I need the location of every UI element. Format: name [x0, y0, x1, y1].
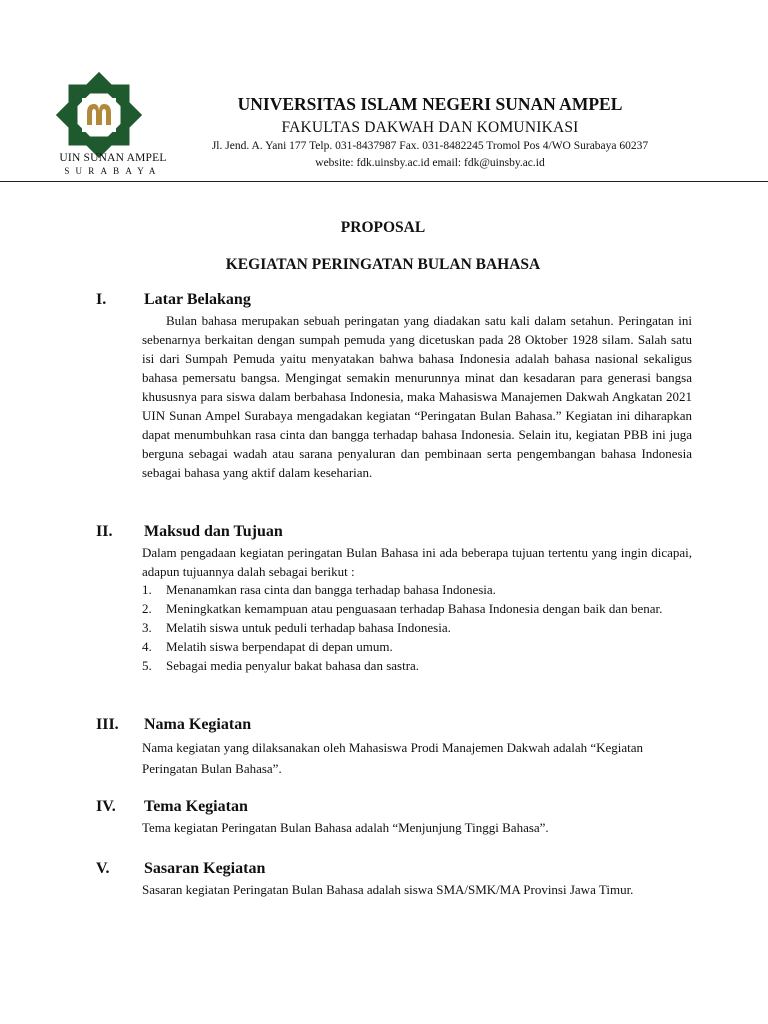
list-item-text: Menanamkan rasa cinta dan bangga terhadap bahasa Indonesia.: [166, 582, 496, 597]
list-item-number: 2.: [142, 601, 152, 616]
section-heading: Nama Kegiatan: [144, 716, 252, 733]
list-item-number: 5.: [142, 658, 152, 673]
section-paragraph: Dalam pengadaan kegiatan peringatan Bulan Bahasa ini ada beberapa tujuan tertentu yang ingin dicapai, adapun tujuannya dalah sebagai berikut :: [142, 545, 692, 579]
list-item: [142, 580, 694, 599]
list-item-text: Melatih siswa berpendapat di depan umum.: [166, 639, 393, 654]
faculty-name: FAKULTAS DAKWAH DAN KOMUNIKASI: [281, 119, 579, 136]
website-line: website: fdk.uinsby.ac.id email: fdk@uinsby.ac.id: [315, 157, 545, 169]
section-paragraph: Tema kegiatan Peringatan Bulan Bahasa adalah “Menjunjung Tinggi Bahasa”.: [142, 820, 549, 835]
list-item: [142, 637, 694, 656]
section-number: V.: [96, 860, 110, 877]
section-heading: Tema Kegiatan: [144, 798, 248, 815]
section-paragraph: Nama kegiatan yang dilaksanakan oleh Mahasiswa Prodi Manajemen Dakwah adalah “Kegiatan Peringatan Bulan Bahasa”.: [142, 740, 644, 776]
list-item-number: 1.: [142, 582, 152, 597]
section-paragraph: Bulan bahasa merupakan sebuah peringatan yang diadakan satu kali dalam setahun. Peringatan ini sebenarnya berkaitan dengan sumpah pemuda yang dicetuskan pada 28 Oktober 1928 silam. Salah satu isi dari Sumpah Pemuda yaitu menyatakan bahwa bahasa Indonesia adalah bahasa nasional sekaligus bahasa pemersatu bangsa. Mengingat semakin menurunnya minat dan kesadaran para generasi bangsa khususnya para siswa dalam berbahasa Indonesia, maka Mahasiswa Manajemen Dakwah Angkatan 2021 UIN Sunan Ampel Surabaya mengadakan kegiatan “Peringatan Bulan Bahasa.” Kegiatan ini diharapkan dapat menumbuhkan rasa cinta dan bangga terhadap bahasa Indonesia. Selain itu, kegiatan PBB ini juga berguna sebagai wadah atau sarana penyaluran dan pembinaan serta pengembangan bahasa Indonesia sebagai bahasa yang aktif dalam keseharian.: [142, 313, 692, 480]
university-name: UNIVERSITAS ISLAM NEGERI SUNAN AMPEL: [237, 94, 623, 114]
document-subtitle: KEGIATAN PERINGATAN BULAN BAHASA: [225, 256, 541, 273]
logo-caption-line2: SURABAYA: [64, 166, 162, 176]
logo-caption-line1: UIN SUNAN AMPEL: [59, 152, 167, 164]
list-item: [142, 618, 694, 637]
section-paragraph: Sasaran kegiatan Peringatan Bulan Bahasa adalah siswa SMA/SMK/MA Provinsi Jawa Timur.: [142, 882, 634, 897]
section-number: I.: [96, 291, 107, 308]
section-heading: Latar Belakang: [144, 291, 251, 308]
list-item-text: Meningkatkan kemampuan atau penguasaan terhadap Bahasa Indonesia dengan baik dan benar.: [166, 601, 663, 616]
document-title: PROPOSAL: [340, 219, 426, 236]
section-number: III.: [96, 716, 119, 733]
list-item-number: 4.: [142, 639, 152, 654]
list-item: [142, 599, 694, 618]
address-line: Jl. Jend. A. Yani 177 Telp. 031-8437987 Fax. 031-8482245 Tromol Pos 4/WO Surabaya 60237: [211, 140, 649, 152]
objectives-list: [142, 580, 694, 675]
list-item-text: Melatih siswa untuk peduli terhadap bahasa Indonesia.: [166, 620, 451, 635]
list-item-number: 3.: [142, 620, 152, 635]
section-heading: Sasaran Kegiatan: [144, 860, 266, 877]
section-number: II.: [96, 523, 113, 540]
section-number: IV.: [96, 798, 116, 815]
list-item-text: Sebagai media penyalur bakat bahasa dan sastra.: [166, 658, 420, 673]
list-item: [142, 656, 694, 675]
header-divider: [0, 181, 768, 182]
section-heading: Maksud dan Tujuan: [144, 523, 283, 540]
